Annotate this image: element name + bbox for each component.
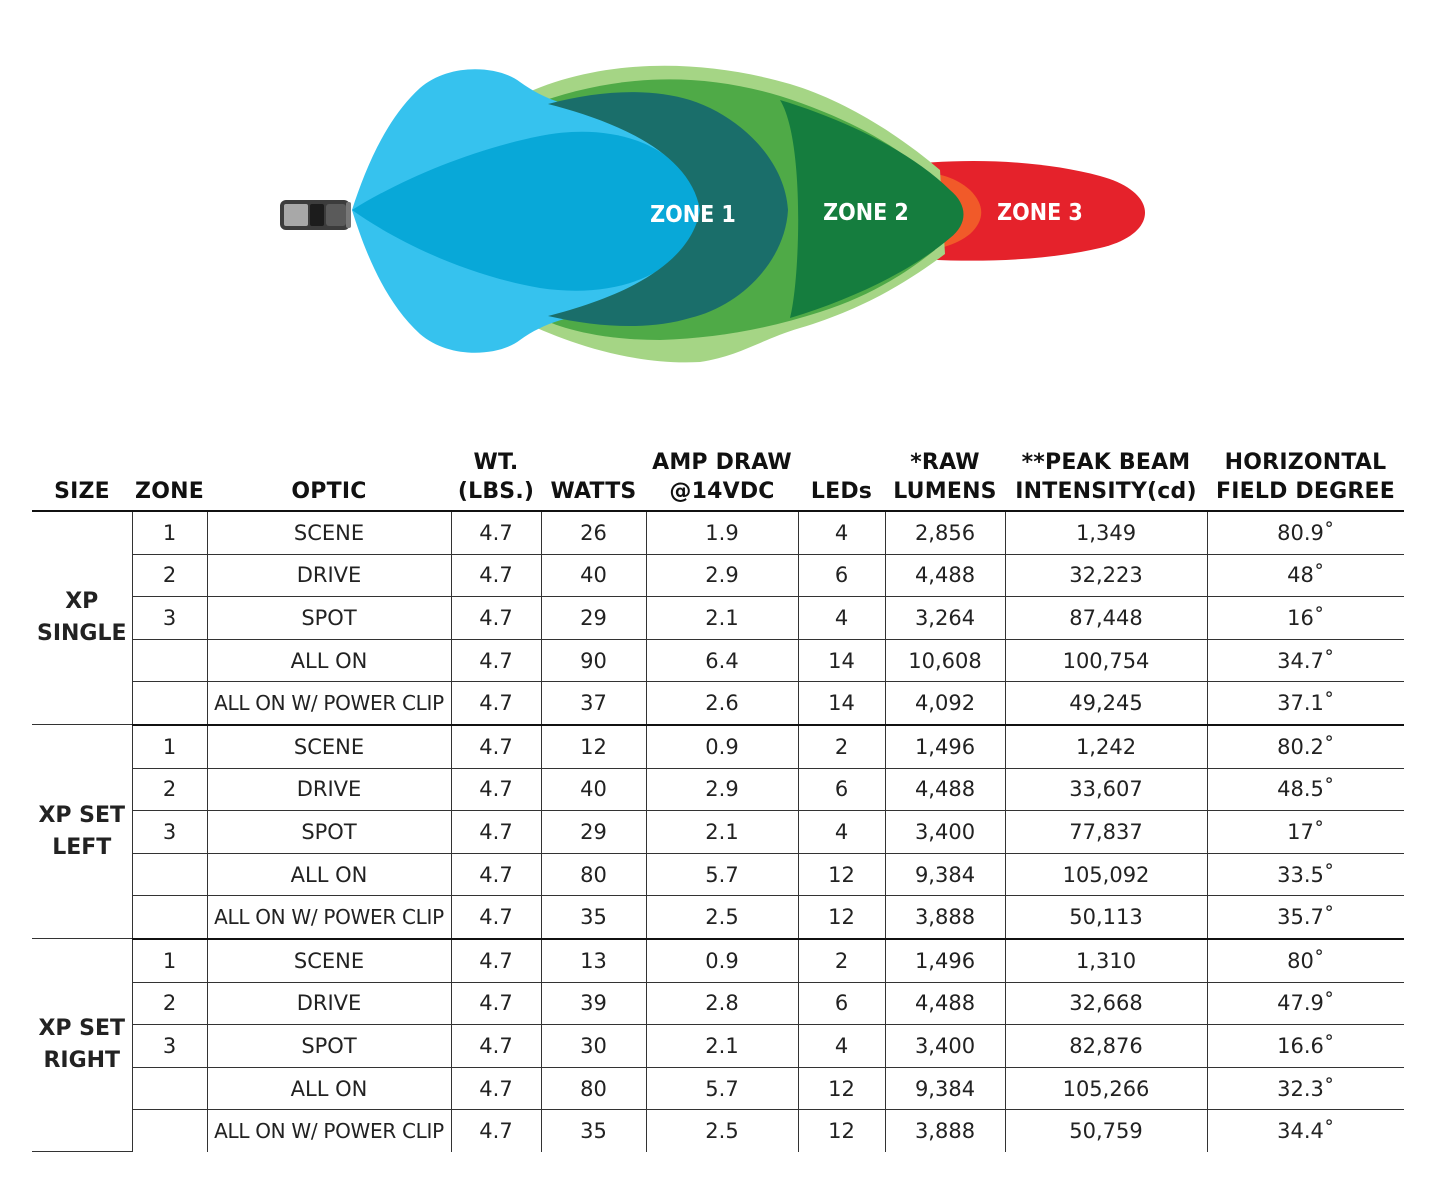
cell-optic: ALL ON W/ POWER CLIP: [207, 896, 451, 939]
beam-pattern-diagram: [0, 0, 1440, 400]
cell-hfd: 32.3˚: [1207, 1067, 1404, 1110]
table-row: [32, 853, 1404, 896]
cell-wt: 4.7: [451, 939, 541, 982]
cell-hfd: 34.7˚: [1207, 639, 1404, 682]
spec-table: [32, 438, 1404, 1152]
cell-wt: 4.7: [451, 853, 541, 896]
cell-hfd: 80.9˚: [1207, 511, 1404, 554]
car-top-view-icon: [280, 200, 351, 230]
cell-zone: [132, 1110, 207, 1152]
table-row: [32, 597, 1404, 640]
cell-hfd: 47.9˚: [1207, 982, 1404, 1025]
header-watts: WATTS: [541, 438, 646, 511]
cell-watts: 30: [541, 1025, 646, 1068]
cell-watts: 90: [541, 639, 646, 682]
cell-leds: 2: [798, 725, 885, 768]
cell-leds: 4: [798, 1025, 885, 1068]
cell-hfd: 34.4˚: [1207, 1110, 1404, 1152]
cell-zone: 2: [132, 768, 207, 811]
size-cell: XP SINGLE: [32, 511, 132, 725]
header-weight: WT. (LBS.): [451, 438, 541, 511]
header-peak-intensity: **PEAK BEAM INTENSITY(cd): [1005, 438, 1207, 511]
cell-amp: 2.1: [646, 1025, 798, 1068]
cell-watts: 80: [541, 853, 646, 896]
cell-hfd: 33.5˚: [1207, 853, 1404, 896]
table-row: [32, 939, 1404, 982]
table-body: [32, 511, 1404, 1152]
cell-peak: 50,759: [1005, 1110, 1207, 1152]
size-cell: XP SET RIGHT: [32, 939, 132, 1152]
cell-amp: 2.5: [646, 896, 798, 939]
cell-peak: 87,448: [1005, 597, 1207, 640]
cell-peak: 105,092: [1005, 853, 1207, 896]
cell-peak: 82,876: [1005, 1025, 1207, 1068]
cell-lumens: 3,400: [885, 811, 1005, 854]
cell-leds: 12: [798, 853, 885, 896]
cell-wt: 4.7: [451, 768, 541, 811]
zone3-label: ZONE 3: [997, 200, 1083, 226]
cell-optic: DRIVE: [207, 768, 451, 811]
cell-watts: 26: [541, 511, 646, 554]
table-row: [32, 554, 1404, 597]
cell-lumens: 4,488: [885, 554, 1005, 597]
table-row: [32, 725, 1404, 768]
cell-wt: 4.7: [451, 597, 541, 640]
cell-amp: 2.9: [646, 554, 798, 597]
cell-wt: 4.7: [451, 982, 541, 1025]
cell-lumens: 4,092: [885, 682, 1005, 725]
size-cell: XP SET LEFT: [32, 725, 132, 939]
cell-amp: 2.1: [646, 597, 798, 640]
table-row: [32, 1110, 1404, 1152]
cell-wt: 4.7: [451, 811, 541, 854]
cell-wt: 4.7: [451, 639, 541, 682]
cell-leds: 4: [798, 511, 885, 554]
cell-hfd: 48˚: [1207, 554, 1404, 597]
table-row: [32, 511, 1404, 554]
cell-zone: 1: [132, 725, 207, 768]
cell-optic: SPOT: [207, 597, 451, 640]
cell-leds: 2: [798, 939, 885, 982]
cell-lumens: 3,264: [885, 597, 1005, 640]
cell-lumens: 9,384: [885, 853, 1005, 896]
cell-peak: 32,223: [1005, 554, 1207, 597]
cell-peak: 1,242: [1005, 725, 1207, 768]
cell-wt: 4.7: [451, 511, 541, 554]
cell-amp: 2.9: [646, 768, 798, 811]
cell-zone: 2: [132, 554, 207, 597]
cell-peak: 33,607: [1005, 768, 1207, 811]
cell-watts: 39: [541, 982, 646, 1025]
cell-wt: 4.7: [451, 554, 541, 597]
zone1-label: ZONE 1: [650, 202, 736, 228]
cell-wt: 4.7: [451, 725, 541, 768]
cell-amp: 6.4: [646, 639, 798, 682]
cell-amp: 2.6: [646, 682, 798, 725]
cell-amp: 2.1: [646, 811, 798, 854]
cell-leds: 4: [798, 811, 885, 854]
cell-hfd: 35.7˚: [1207, 896, 1404, 939]
cell-lumens: 4,488: [885, 982, 1005, 1025]
cell-wt: 4.7: [451, 896, 541, 939]
header-amp-draw: AMP DRAW @14VDC: [646, 438, 798, 511]
header-zone: ZONE: [132, 438, 207, 511]
cell-lumens: 3,400: [885, 1025, 1005, 1068]
cell-watts: 29: [541, 597, 646, 640]
table-row: [32, 768, 1404, 811]
cell-zone: 1: [132, 939, 207, 982]
cell-lumens: 10,608: [885, 639, 1005, 682]
cell-zone: [132, 896, 207, 939]
cell-amp: 5.7: [646, 853, 798, 896]
cell-amp: 0.9: [646, 939, 798, 982]
cell-optic: DRIVE: [207, 982, 451, 1025]
cell-amp: 2.8: [646, 982, 798, 1025]
cell-lumens: 3,888: [885, 896, 1005, 939]
cell-peak: 1,310: [1005, 939, 1207, 982]
table-row: [32, 982, 1404, 1025]
cell-wt: 4.7: [451, 682, 541, 725]
cell-watts: 29: [541, 811, 646, 854]
cell-zone: 3: [132, 1025, 207, 1068]
cell-zone: 2: [132, 982, 207, 1025]
header-raw-lumens: *RAW LUMENS: [885, 438, 1005, 511]
cell-watts: 37: [541, 682, 646, 725]
header-leds: LEDs: [798, 438, 885, 511]
cell-hfd: 16˚: [1207, 597, 1404, 640]
cell-watts: 40: [541, 768, 646, 811]
cell-watts: 40: [541, 554, 646, 597]
cell-zone: [132, 1067, 207, 1110]
cell-hfd: 17˚: [1207, 811, 1404, 854]
cell-optic: ALL ON: [207, 639, 451, 682]
cell-amp: 0.9: [646, 725, 798, 768]
cell-amp: 2.5: [646, 1110, 798, 1152]
cell-peak: 49,245: [1005, 682, 1207, 725]
cell-zone: [132, 682, 207, 725]
cell-zone: [132, 639, 207, 682]
cell-hfd: 80.2˚: [1207, 725, 1404, 768]
table-row: [32, 682, 1404, 725]
cell-watts: 12: [541, 725, 646, 768]
cell-optic: SCENE: [207, 939, 451, 982]
cell-wt: 4.7: [451, 1025, 541, 1068]
cell-watts: 35: [541, 1110, 646, 1152]
cell-watts: 13: [541, 939, 646, 982]
cell-zone: 3: [132, 811, 207, 854]
header-horizontal-field: HORIZONTAL FIELD DEGREE: [1207, 438, 1404, 511]
table-row: [32, 1025, 1404, 1068]
cell-leds: 6: [798, 768, 885, 811]
cell-amp: 1.9: [646, 511, 798, 554]
table-row: [32, 811, 1404, 854]
cell-watts: 80: [541, 1067, 646, 1110]
cell-optic: SPOT: [207, 811, 451, 854]
cell-zone: 3: [132, 597, 207, 640]
cell-peak: 32,668: [1005, 982, 1207, 1025]
cell-lumens: 2,856: [885, 511, 1005, 554]
cell-optic: ALL ON W/ POWER CLIP: [207, 1110, 451, 1152]
cell-leds: 6: [798, 982, 885, 1025]
cell-hfd: 16.6˚: [1207, 1025, 1404, 1068]
cell-leds: 12: [798, 1110, 885, 1152]
cell-lumens: 1,496: [885, 725, 1005, 768]
cell-optic: SCENE: [207, 725, 451, 768]
cell-peak: 50,113: [1005, 896, 1207, 939]
cell-lumens: 1,496: [885, 939, 1005, 982]
cell-leds: 12: [798, 896, 885, 939]
cell-zone: 1: [132, 511, 207, 554]
cell-hfd: 48.5˚: [1207, 768, 1404, 811]
cell-leds: 14: [798, 639, 885, 682]
cell-lumens: 4,488: [885, 768, 1005, 811]
cell-wt: 4.7: [451, 1110, 541, 1152]
cell-peak: 105,266: [1005, 1067, 1207, 1110]
zone2-label: ZONE 2: [823, 200, 909, 226]
cell-hfd: 80˚: [1207, 939, 1404, 982]
cell-leds: 4: [798, 597, 885, 640]
cell-leds: 14: [798, 682, 885, 725]
table-row: [32, 1067, 1404, 1110]
cell-lumens: 9,384: [885, 1067, 1005, 1110]
cell-leds: 6: [798, 554, 885, 597]
table-row: [32, 639, 1404, 682]
header-size: SIZE: [32, 438, 132, 511]
cell-peak: 77,837: [1005, 811, 1207, 854]
cell-wt: 4.7: [451, 1067, 541, 1110]
cell-leds: 12: [798, 1067, 885, 1110]
cell-optic: SCENE: [207, 511, 451, 554]
cell-zone: [132, 853, 207, 896]
cell-optic: DRIVE: [207, 554, 451, 597]
table-row: [32, 896, 1404, 939]
header-optic: OPTIC: [207, 438, 451, 511]
cell-watts: 35: [541, 896, 646, 939]
cell-hfd: 37.1˚: [1207, 682, 1404, 725]
cell-optic: ALL ON: [207, 853, 451, 896]
cell-optic: SPOT: [207, 1025, 451, 1068]
cell-optic: ALL ON: [207, 1067, 451, 1110]
cell-optic: ALL ON W/ POWER CLIP: [207, 682, 451, 725]
cell-lumens: 3,888: [885, 1110, 1005, 1152]
cell-peak: 1,349: [1005, 511, 1207, 554]
cell-peak: 100,754: [1005, 639, 1207, 682]
cell-amp: 5.7: [646, 1067, 798, 1110]
table-header-row: [32, 438, 1404, 511]
